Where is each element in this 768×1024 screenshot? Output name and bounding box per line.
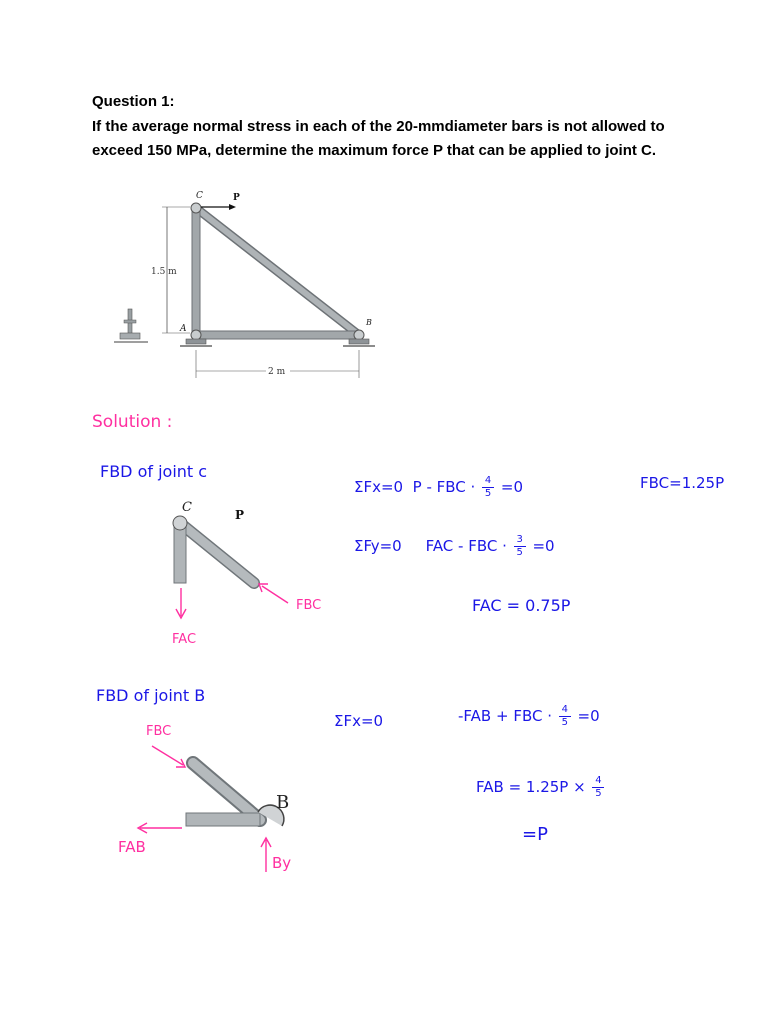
fbd-b-by-label: By (272, 854, 292, 872)
fbd-b-fbc-label: FBC (146, 724, 172, 739)
eq4-fraction: $\frac{4}{5}$ (559, 705, 571, 728)
fbd-b-fab-label: FAB (118, 838, 146, 856)
eq1-result: FBC=1.25P (640, 474, 725, 492)
eq3: FAC = 0.75P (472, 596, 571, 615)
eq1-lhs: ΣFx=0 (354, 478, 404, 496)
label-p: P (233, 193, 240, 203)
eq5-body: FAB = 1.25P × (476, 778, 586, 796)
eq4-lhs: ΣFx=0 (334, 712, 384, 730)
question-text-line1: If the average normal stress in each of the 20-mmdiameter bars is not allowed to (92, 118, 665, 135)
height-dimension-label: 1.5 m (151, 267, 177, 277)
eq2-fraction: $\frac{3}{5}$ (514, 535, 526, 558)
question-text-line2: exceed 150 MPa, determine the maximum force P that can be applied to joint C. (92, 142, 657, 159)
fbd-c-title: FBD of joint c (100, 462, 208, 481)
fbd-b-label-b: B (276, 792, 290, 813)
eq2-lhs: ΣFy=0 (354, 537, 402, 555)
eq5-fraction: $\frac{4}{5}$ (592, 776, 604, 799)
eq5 (476, 776, 606, 799)
eq2-body: FAC - FBC · (425, 537, 507, 555)
eq4-body: -FAB + FBC · (458, 707, 552, 725)
fbd-c-fbc-label: FBC (296, 598, 322, 613)
eq1-rhs: =0 (500, 478, 524, 496)
fbd-c-label-p: P (235, 508, 245, 522)
fbd-c-fac-label: FAC (172, 632, 197, 647)
width-dimension-label: 2 m (268, 367, 286, 377)
label-b: B (366, 318, 372, 327)
eq2-rhs: =0 (532, 537, 555, 555)
fbd-b-title: FBD of joint B (96, 686, 206, 705)
label-c: C (196, 191, 203, 201)
fbd-b-fbc-arrow (152, 746, 183, 765)
fbd-c-label-c: C (182, 500, 192, 515)
solution-heading: Solution : (92, 412, 173, 432)
eq1-body: P - FBC · (412, 478, 476, 496)
eq4 (458, 705, 600, 728)
label-a: A (180, 324, 187, 334)
eq4-rhs: =0 (577, 707, 600, 725)
eq1-fraction: $\frac{4}{5}$ (482, 476, 494, 499)
question-title: Question 1: (92, 93, 175, 110)
eq6: =P (522, 824, 548, 845)
